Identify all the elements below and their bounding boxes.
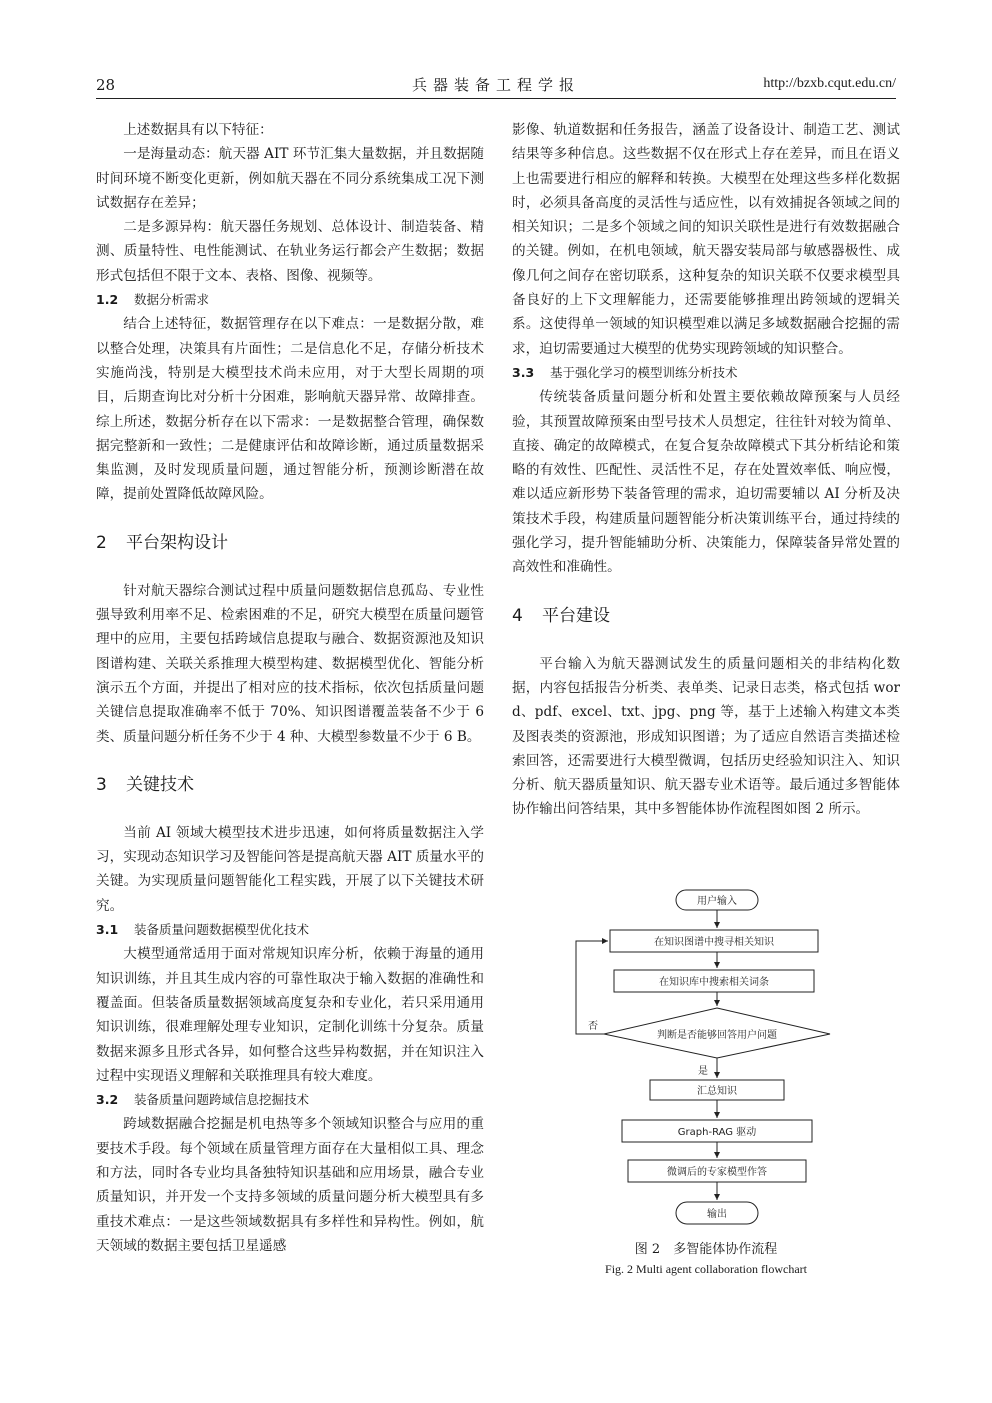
flow-yes-label: 是 [698,1066,708,1077]
section-heading-3-1 [96,918,484,942]
paragraph: 跨域数据融合挖掘是机电热等多个领域知识整合与应用的重要技术手段。每个领域在质量管理方面存在大量相似工具、理念和方法，同时各专业均具备独特知识基础和应用场景，融合专业质量知识，并开发一个支持多领域的质量问题分析大模型具有多重技术难点：一是这些领域数据具有多样性和异构性。例如，航天领域的数据主要包括卫星遥感 [96,1116,484,1254]
figure-caption-zh: 图 2 多智能体协作流程 [634,1242,778,1257]
paragraph: 一是海量动态：航天器 AIT 环节汇集大量数据，并且数据随时间环境不断变化更新，例如航天器在不同分系统集成工况下测试数据存在差异； [96,146,484,211]
flow-graphrag-label: Graph-RAG 驱动 [677,1127,757,1138]
flow-summarize-label: 汇总知识 [697,1086,737,1097]
journal-url: http://bzxb.cqut.edu.cn/ [763,76,896,91]
left-column [96,118,484,1258]
section-heading-3 [96,773,484,797]
section-title: 平台架构设计 [126,532,228,553]
flow-no-label: 否 [588,1021,598,1032]
section-heading-2 [96,531,484,555]
paragraph: 传统装备质量问题分析和处置主要依赖故障预案与人员经验，其预置故障预案由型号技术人员想定，往往针对较为简单、直接、确定的故障模式，在复合复杂故障模式下其分析结论和策略的有效性、匹配性、灵活性不足，存在处置效率低、响应慢，难以适应新形势下装备管理的需求，迫切需要辅以 AI 分析及决策技术手段，构建质量问题智能分析决策训练平台，通过持续的强化学习，提升智能辅助分析、决策能力，保障装备异常处置的高效性和准确性。 [512,389,900,576]
section-number: 1.2 [96,292,119,308]
section-heading-3-3 [512,361,900,385]
section-number: 3.2 [96,1092,119,1108]
section-title: 关键技术 [126,774,194,795]
paragraph: 大模型通常适用于面对常规知识库分析，依赖于海量的通用知识训练，并且其生成内容的可靠性取决于输入数据的准确性和覆盖面。但装备质量数据领域高度复杂和专业化，若只采用通用知识训练，很难理解处理专业知识，定制化训练十分复杂。质量数据来源多且形式各异，如何整合这些异构数据，并在知识注入过程中实现语义理解和关联推理具有较大难度。 [96,946,484,1084]
flow-end-label: 输出 [707,1209,727,1220]
flowchart-svg [572,882,834,1232]
flow-start-label: 用户输入 [697,896,737,907]
section-heading-4 [512,604,900,628]
flow-expert-label: 微调后的专家模型作答 [667,1167,767,1178]
section-heading-1-2 [96,288,484,312]
page-number: 28 [96,76,116,94]
section-title: 装备质量问题跨域信息挖掘技术 [134,1092,310,1108]
flow-search-kb-label: 在知识库中搜索相关词条 [659,977,769,988]
flowchart-figure [572,882,834,1282]
section-number: 3 [96,774,107,795]
section-title: 数据分析需求 [134,292,210,308]
flow-search-graph-label: 在知识图谱中搜寻相关知识 [654,937,774,948]
figure-caption-en: Fig. 2 Multi agent collaboration flowchart [605,1262,807,1276]
journal-title: 兵器装备工程学报 [411,76,580,94]
section-title: 基于强化学习的模型训练分析技术 [550,364,738,380]
section-number: 3.1 [96,922,119,938]
section-title: 平台建设 [542,605,610,626]
section-title: 装备质量问题数据模型优化技术 [134,922,310,938]
paragraph: 针对航天器综合测试过程中质量问题数据信息孤岛、专业性强导致利用率不足、检索困难的不足，研究大模型在质量问题管理中的应用，主要包括跨域信息提取与融合、数据资源池及知识图谱构建、关联关系推理大模型构建、数据模型优化、智能分析演示五个方面，并提出了相对应的技术指标，依次包括质量问题关键信息提取准确率不低于 70%、知识图谱覆盖装备不少于 6 类、质量问题分析任务不少于 4 种、大模型参数量不少于 6 B。 [96,582,484,745]
section-number: 2 [96,532,107,553]
page-header [96,74,896,99]
right-column [512,118,900,822]
section-number: 4 [512,605,523,626]
section-heading-3-2 [96,1088,484,1112]
paragraph: 当前 AI 领域大模型技术进步迅速，如何将质量数据注入学习，实现动态知识学习及智能问答是提高航天器 AIT 质量水平的关键。为实现质量问题智能化工程实践，开展了以下关键技术研究。 [96,824,484,914]
paragraph: 影像、轨道数据和任务报告，涵盖了设备设计、制造工艺、测试结果等多种信息。这些数据不仅在形式上存在差异，而且在语义上也需要进行相应的解释和转换。大模型在处理这些多样化数据时，必须具备高度的灵活性与适应性，以有效捕捉各领域之间的相关知识；二是多个领域之间的知识关联性是进行有效数据融合的关键。例如，在机电领域，航天器安装局部与敏感器极性、成像几何之间存在密切联系，这种复杂的知识关联不仅要求模型具备良好的上下文理解能力，还需要能够推理出跨领域的逻辑关系。这使得单一领域的知识模型难以满足多域数据融合挖掘的需求，迫切需要通过大模型的优势实现跨领域的知识整合。 [512,122,900,357]
paragraph: 上述数据具有以下特征： [123,122,273,138]
flow-decision-label: 判断是否能够回答用户问题 [657,1030,777,1041]
paragraph: 二是多源异构：航天器任务规划、总体设计、制造装备、精测、质量特性、电性能测试、在轨业务运行都会产生数据；数据形式包括但不限于文本、表格、图像、视频等。 [96,219,484,284]
section-number: 3.3 [512,364,535,380]
paragraph: 平台输入为航天器测试发生的质量问题相关的非结构化数据，内容包括报告分析类、表单类、记录日志类，格式包括 word、pdf、excel、txt、jpg、png 等，基于上述输入构建文本类及图表类的资源池，形成知识图谱；为了适应自然语言类描述检索回答，还需要进行大模型微调，包括历史经验知识注入、知识分析、航天器质量知识、航天器专业术语等。最后通过多智能体协作输出问答结果，其中多智能体协作流程图如图 2 所示。 [512,655,900,818]
paragraph: 结合上述特征，数据管理存在以下难点：一是数据分散，难以整合处理，决策具有片面性；二是信息化不足，存储分析技术实施尚浅，特别是大模型技术尚未应用，对于大型长周期的项目，后期查询比对分析十分困难，影响航天器异常、故障排查。综上所述，数据分析存在以下需求：一是数据整合管理，确保数据完整新和一致性；二是健康评估和故障诊断，通过质量数据采集监测，及时发现质量问题，通过智能分析，预测诊断潜在故障，提前处置降低故障风险。 [96,316,484,503]
